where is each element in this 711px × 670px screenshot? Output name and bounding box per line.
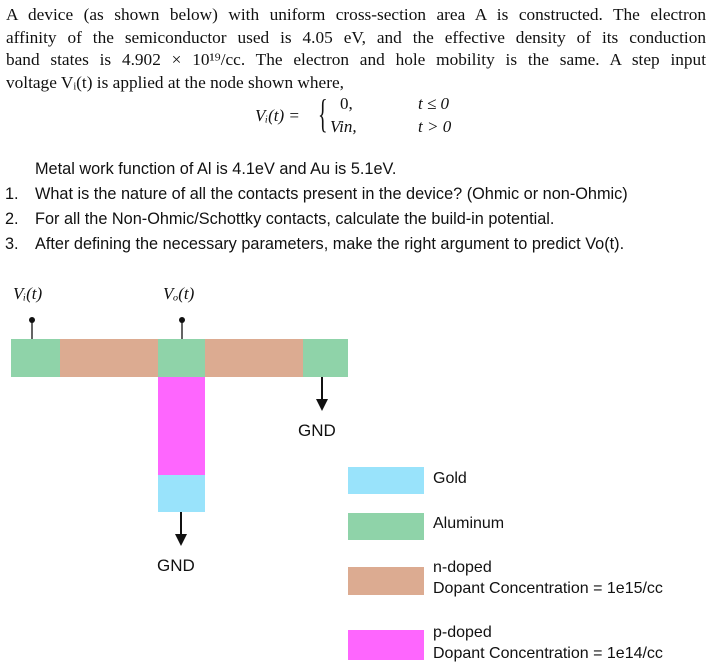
legend-sub-p-doped: Dopant Concentration = 1e14/cc: [433, 645, 663, 662]
aluminum-contact-left: [11, 339, 60, 377]
p-doped-region: [158, 377, 205, 475]
gnd-label-right: GND: [298, 421, 336, 440]
problem-line: voltage Vᵢ(t) is applied at the node shown where,: [6, 72, 344, 92]
legend-swatch-aluminum: [348, 513, 424, 540]
vi-label: Vᵢ(t): [13, 284, 43, 303]
gnd-label-bottom: GND: [157, 556, 195, 575]
question-number: 3.: [5, 235, 19, 253]
legend-label-n-doped: n-doped: [433, 559, 492, 576]
equation-case1-value: 0,: [340, 94, 353, 113]
gold-contact: [158, 475, 205, 512]
arrow-down-icon: [175, 512, 187, 546]
question-number: 1.: [5, 185, 19, 203]
aluminum-contact-middle: [158, 339, 205, 377]
problem-line: A device (as shown below) with uniform cross-section area A is constructed. The electron: [6, 5, 706, 24]
question-text: For all the Non-Ohmic/Schottky contacts, calculate the build-in potential.: [35, 210, 555, 228]
legend-swatch-n-doped: [348, 567, 424, 595]
vo-terminal: [179, 317, 185, 339]
aluminum-contact-right: [303, 339, 348, 377]
equation-lhs: Vᵢ(t) =: [255, 106, 300, 125]
legend-label-p-doped: p-doped: [433, 624, 492, 641]
n-doped-region-right: [205, 339, 303, 377]
arrow-down-icon: [316, 377, 328, 411]
problem-line: band states is 4.902 × 10¹⁹/cc. The electron and hole mobility is the same. A step input: [6, 50, 706, 70]
question-number: 2.: [5, 210, 19, 228]
vo-label: Vₒ(t): [163, 284, 195, 303]
question-text: After defining the necessary parameters, make the right argument to predict Vo(t).: [35, 235, 625, 253]
equation-brace: {: [318, 91, 328, 136]
equation-case1-cond: t ≤ 0: [418, 94, 450, 113]
vi-terminal: [29, 317, 35, 339]
question-text: What is the nature of all the contacts present in the device? (Ohmic or non-Ohmic): [35, 185, 628, 203]
legend-swatch-p-doped: [348, 630, 424, 660]
equation-case2-value: Vin,: [330, 117, 357, 136]
legend-swatch-gold: [348, 467, 424, 494]
n-doped-region-left: [60, 339, 158, 377]
legend-label-gold: Gold: [433, 470, 467, 487]
equation-case2-cond: t > 0: [418, 117, 452, 136]
legend-label-aluminum: Aluminum: [433, 515, 505, 532]
given-statement: Metal work function of Al is 4.1eV and Au is 5.1eV.: [35, 160, 397, 178]
problem-statement: [6, 4, 706, 94]
legend-sub-n-doped: Dopant Concentration = 1e15/cc: [433, 580, 663, 597]
problem-line: affinity of the semiconductor used is 4.05 eV, and the effective density of its conduction: [6, 27, 706, 47]
